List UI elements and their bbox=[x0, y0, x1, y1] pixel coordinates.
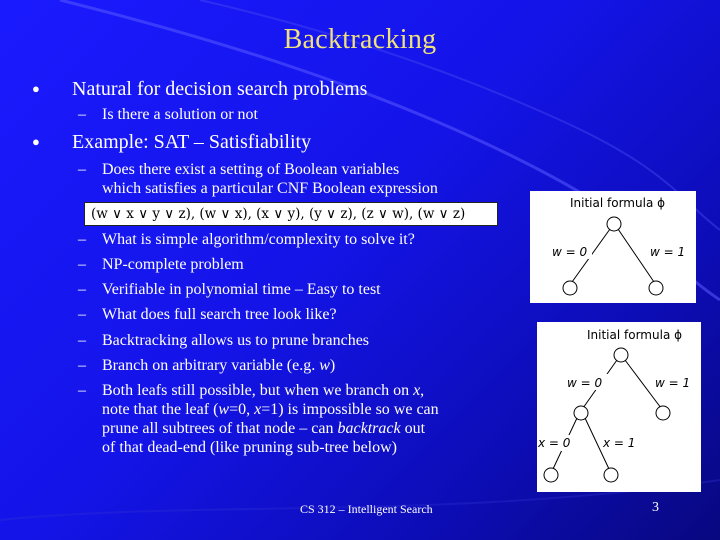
tree-2-x1-label: x = 1 bbox=[603, 436, 636, 450]
page-number: 3 bbox=[652, 500, 659, 515]
sub-item-4-text: What does full search tree look like? bbox=[102, 306, 337, 323]
sub-item-5-text: Backtracking allows us to prune branches bbox=[102, 332, 370, 349]
sub-item-1-text: What is simple algorithm/complexity to solve it? bbox=[102, 231, 415, 248]
tree-2-node-w1 bbox=[656, 406, 670, 420]
bullet-2-sub bbox=[78, 160, 522, 198]
tree-1-right-label: w = 1 bbox=[650, 245, 686, 259]
sub-item-7-line-3: prune all subtrees of that node – can backtrack out bbox=[102, 420, 426, 437]
sub-item-2 bbox=[78, 255, 244, 274]
sub-item-6-pre: Branch on arbitrary variable (e.g. bbox=[102, 357, 320, 374]
sub-item-7 bbox=[78, 381, 512, 457]
cnf-formula: (w ∨ x ∨ y ∨ z), (w ∨ x), (x ∨ y), (y ∨ z), (z ∨ w), (w ∨ z) bbox=[84, 202, 498, 226]
sub-item-7-line-2: note that the leaf (w=0, x=1) is impossible so we can bbox=[102, 401, 439, 418]
bullet-dot-icon: ● bbox=[32, 81, 40, 96]
sub-item-5 bbox=[78, 331, 370, 350]
tree-2-left-label: w = 0 bbox=[567, 376, 603, 390]
dash-icon: – bbox=[78, 106, 86, 123]
slide-title: Backtracking bbox=[283, 24, 437, 55]
tree-2-right-label: w = 1 bbox=[655, 376, 691, 390]
bullet-1-sub-text: Is there a solution or not bbox=[102, 106, 258, 123]
bullet-2-text: Example: SAT – Satisfiability bbox=[72, 131, 312, 153]
bullet-1-text: Natural for decision search problems bbox=[72, 78, 368, 100]
tree-2-label: Initial formula ϕ bbox=[587, 328, 683, 342]
dash-icon: – bbox=[78, 306, 86, 323]
tree-2-leaf-x1 bbox=[604, 468, 618, 482]
tree-1-root-node bbox=[607, 217, 621, 231]
sub-item-3 bbox=[78, 280, 381, 299]
tree-2-x0-label: x = 0 bbox=[538, 436, 571, 450]
tree-2-root-node bbox=[614, 348, 628, 362]
sub-item-3-text: Verifiable in polynomial time – Easy to test bbox=[102, 281, 381, 298]
tree-2-node-w0 bbox=[574, 406, 588, 420]
bullet-dot-icon: ● bbox=[32, 134, 40, 149]
tree-1-leaf-right bbox=[649, 281, 663, 295]
bullet-1-sub bbox=[78, 105, 258, 124]
tree-1-label: Initial formula ϕ bbox=[570, 196, 666, 210]
dash-icon: – bbox=[78, 161, 86, 178]
tree-1-left-label: w = 0 bbox=[552, 245, 588, 259]
search-tree-1 bbox=[530, 191, 696, 303]
dash-icon: – bbox=[78, 382, 86, 399]
bullet-2-sub-line-1: Does there exist a setting of Boolean variables bbox=[102, 161, 400, 178]
dash-icon: – bbox=[78, 281, 86, 298]
bullet-1 bbox=[32, 78, 368, 100]
tree-2-leaf-x0 bbox=[544, 468, 558, 482]
dash-icon: – bbox=[78, 357, 86, 374]
search-tree-2 bbox=[537, 322, 701, 492]
tree-1-leaf-left bbox=[563, 281, 577, 295]
sub-item-6 bbox=[78, 356, 336, 375]
sub-item-6-post: ) bbox=[329, 357, 336, 374]
bullet-2 bbox=[32, 131, 312, 153]
sub-item-4 bbox=[78, 305, 337, 324]
sub-item-7-line-1: Both leafs still possible, but when we branch on x, bbox=[102, 382, 425, 399]
bullet-2-sub-line-2: which satisfies a particular CNF Boolean expression bbox=[102, 180, 438, 197]
sub-item-2-text: NP-complete problem bbox=[102, 256, 244, 273]
dash-icon: – bbox=[78, 332, 86, 349]
sub-item-7-line-4: of that dead-end (like pruning sub-tree below) bbox=[102, 439, 398, 456]
dash-icon: – bbox=[78, 256, 86, 273]
sub-item-1 bbox=[78, 230, 415, 249]
slide-footer: CS 312 – Intelligent Search bbox=[300, 502, 433, 516]
dash-icon: – bbox=[78, 231, 86, 248]
sub-item-6-var: w bbox=[319, 357, 330, 374]
